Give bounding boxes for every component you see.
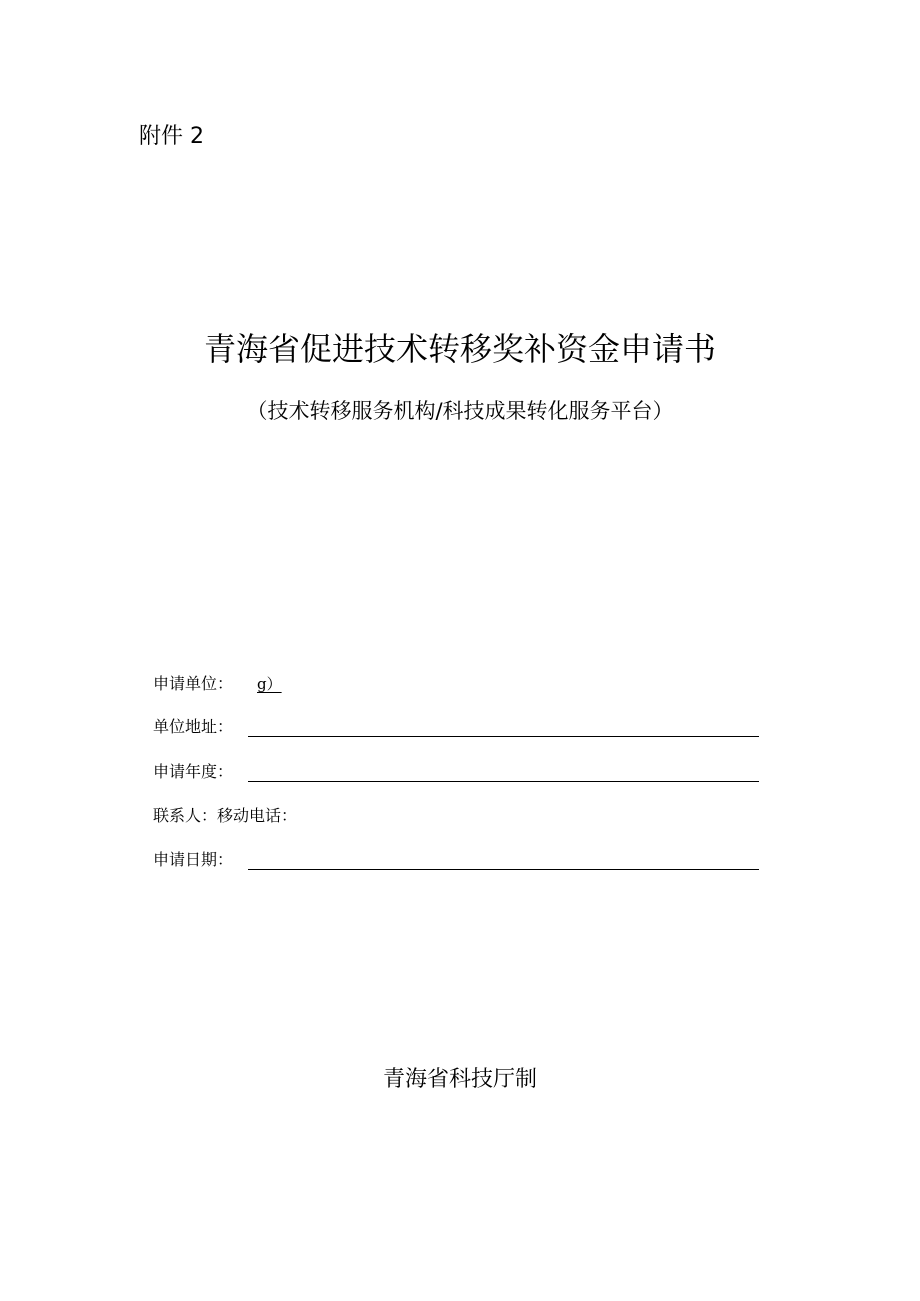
document-subtitle: （技术转移服务机构/科技成果转化服务平台） bbox=[246, 399, 674, 423]
date-blank-line bbox=[248, 869, 759, 870]
year-field bbox=[153, 759, 759, 785]
contact-field bbox=[153, 803, 759, 829]
address-label: 单位地址： bbox=[153, 717, 234, 736]
date-label: 申请日期： bbox=[153, 850, 234, 869]
issuer-label: 青海省科技厅制 bbox=[382, 1067, 537, 1092]
applicant-value: g） bbox=[257, 675, 282, 693]
year-label: 申请年度： bbox=[153, 762, 234, 781]
date-field bbox=[153, 847, 759, 873]
address-blank-line bbox=[248, 736, 759, 737]
year-blank-line bbox=[248, 781, 759, 782]
address-field bbox=[153, 714, 759, 740]
applicant-field bbox=[153, 671, 759, 697]
document-title: 青海省促进技术转移奖补资金申请书 bbox=[203, 330, 716, 368]
attachment-label: 附件 2 bbox=[139, 124, 204, 149]
applicant-label: 申请单位： bbox=[153, 674, 234, 693]
contact-label: 联系人：移动电话： bbox=[153, 806, 298, 825]
